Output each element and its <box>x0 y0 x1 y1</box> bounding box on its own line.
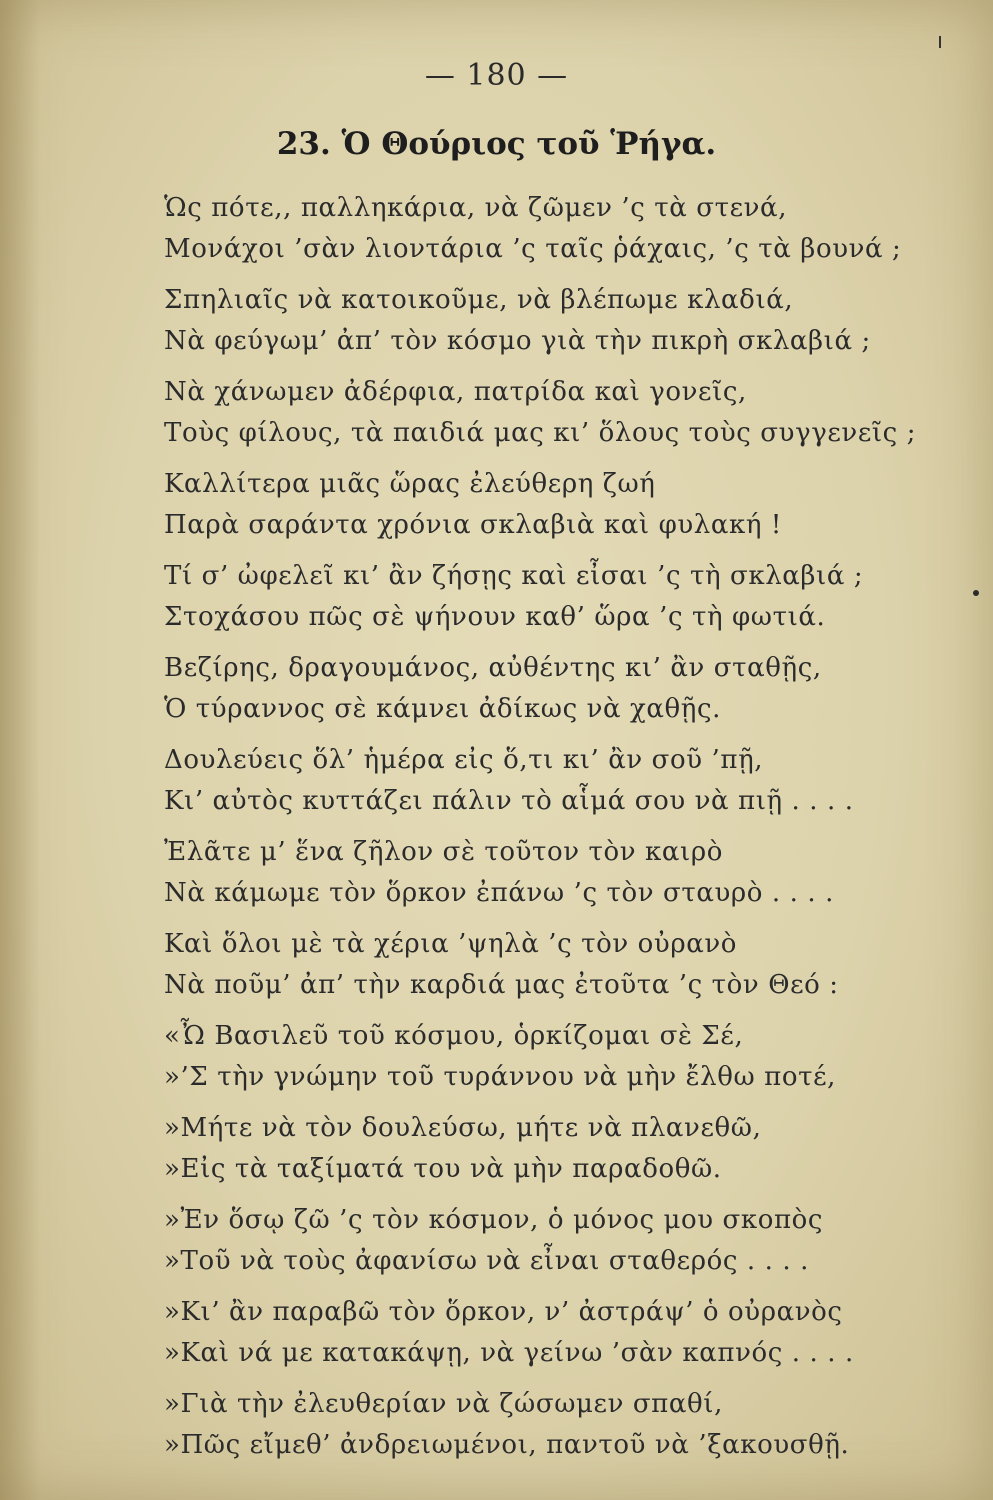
verse-line: Σπηλιαῖς νὰ κατοικοῦμε, νὰ βλέπωμε κλαδιά, <box>164 285 794 315</box>
verse-line: Νὰ φεύγωμ’ ἀπ’ τὸν κόσμο γιὰ τὴν πικρὴ σκλαβιά ; <box>164 326 871 356</box>
page-binding-shadow <box>0 0 40 1500</box>
stanza <box>164 556 924 638</box>
stanza <box>164 1200 924 1282</box>
stanza <box>164 1292 924 1374</box>
verse-line: Ὡς πότε,, παλληκάρια, νὰ ζῶμεν ’ς τὰ στενά, <box>164 193 788 223</box>
poem-title: 23. Ὁ Θούριος τοῦ Ῥήγα. <box>276 126 717 162</box>
stanza <box>164 924 924 1006</box>
verse-line: »Μήτε νὰ τὸν δουλεύσω, μήτε νὰ πλανεθῶ, <box>164 1113 762 1143</box>
verse-line: »Κι’ ἂν παραβῶ τὸν ὅρκον, ν’ ἀστράψ’ ὁ οὐρανὸς <box>164 1297 843 1327</box>
verse-line: Νὰ κάμωμε τὸν ὅρκον ἐπάνω ’ς τὸν σταυρὸ . . . . <box>164 878 834 908</box>
verse-line: »Καὶ νά με κατακάψῃ, νὰ γείνω ’σὰν καπνός . . . . <box>164 1338 854 1368</box>
verse-line: Καὶ ὅλοι μὲ τὰ χέρια ’ψηλὰ ’ς τὸν οὐρανὸ <box>164 929 738 959</box>
verse-line: Μονάχοι ’σὰν λιοντάρια ’ς ταῖς ῥάχαις, ’ς τὰ βουνά ; <box>164 234 902 264</box>
verse-line: »’Σ τὴν γνώμην τοῦ τυράννου νὰ μὴν ἔλθω ποτέ, <box>164 1062 836 1092</box>
verse-line: Τοὺς φίλους, τὰ παιδιά μας κι’ ὅλους τοὺς συγγενεῖς ; <box>164 418 917 448</box>
stanza <box>164 832 924 914</box>
stanza <box>164 1384 924 1466</box>
ink-dot <box>973 590 979 596</box>
verse-line: Παρὰ σαράντα χρόνια σκλαβιὰ καὶ φυλακή ! <box>164 510 782 540</box>
verse-line: Κι’ αὐτὸς κυττάζει πάλιν τὸ αἷμά σου νὰ πιῇ . . . . <box>164 786 854 816</box>
verse-line: »Τοῦ νὰ τοὺς ἀφανίσω νὰ εἶναι σταθερός . . . . <box>164 1246 809 1276</box>
verse-line: Στοχάσου πῶς σὲ ψήνουν καθ’ ὥρα ’ς τὴ φωτιά. <box>164 602 826 632</box>
page-number: — 180 — <box>424 58 569 93</box>
stanza <box>164 1108 924 1190</box>
verse-line: »Πῶς εἴμεθ’ ἀνδρειωμένοι, παντοῦ νὰ ’ξακουσθῇ. <box>164 1430 850 1460</box>
verse-line: «Ὦ Βασιλεῦ τοῦ κόσμου, ὁρκίζομαι σὲ Σέ, <box>164 1021 744 1051</box>
verse-line: Ὁ τύραννος σὲ κάμνει ἀδίκως νὰ χαθῇς. <box>164 694 722 724</box>
verse-line: Νὰ ποῦμ’ ἀπ’ τὴν καρδιά μας ἐτοῦτα ’ς τὸν Θεό : <box>164 970 839 1000</box>
stanza <box>164 188 924 270</box>
ink-mark <box>939 36 941 48</box>
stanza <box>164 648 924 730</box>
stanza <box>164 1016 924 1098</box>
verse-line: »Γιὰ τὴν ἐλευθερίαν νὰ ζώσωμεν σπαθί, <box>164 1389 723 1419</box>
verse-line: »Ἐν ὅσῳ ζῶ ’ς τὸν κόσμον, ὁ μόνος μου σκοπὸς <box>164 1205 824 1235</box>
verse-line: Ἐλᾶτε μ’ ἕνα ζῆλον σὲ τοῦτον τὸν καιρὸ <box>164 837 723 867</box>
stanza <box>164 464 924 546</box>
verse-line: Τί σ’ ὠφελεῖ κι’ ἂν ζήσῃς καὶ εἶσαι ’ς τὴ σκλαβιά ; <box>164 561 864 591</box>
verse-line: Βεζίρης, δραγουμάνος, αὐθέντης κι’ ἂν σταθῇς, <box>164 653 822 683</box>
verse-line: Νὰ χάνωμεν ἀδέρφια, πατρίδα καὶ γονεῖς, <box>164 377 747 407</box>
poem-body <box>164 188 924 1466</box>
verse-line: »Εἰς τὰ ταξίματά του νὰ μὴν παραδοθῶ. <box>164 1154 722 1184</box>
stanza <box>164 740 924 822</box>
stanza <box>164 372 924 454</box>
verse-line: Δουλεύεις ὅλ’ ἡμέρα εἰς ὅ,τι κι’ ἂν σοῦ ’πῇ, <box>164 745 764 775</box>
verse-line: Καλλίτερα μιᾶς ὥρας ἐλεύθερη ζωή <box>164 469 656 499</box>
stanza <box>164 280 924 362</box>
